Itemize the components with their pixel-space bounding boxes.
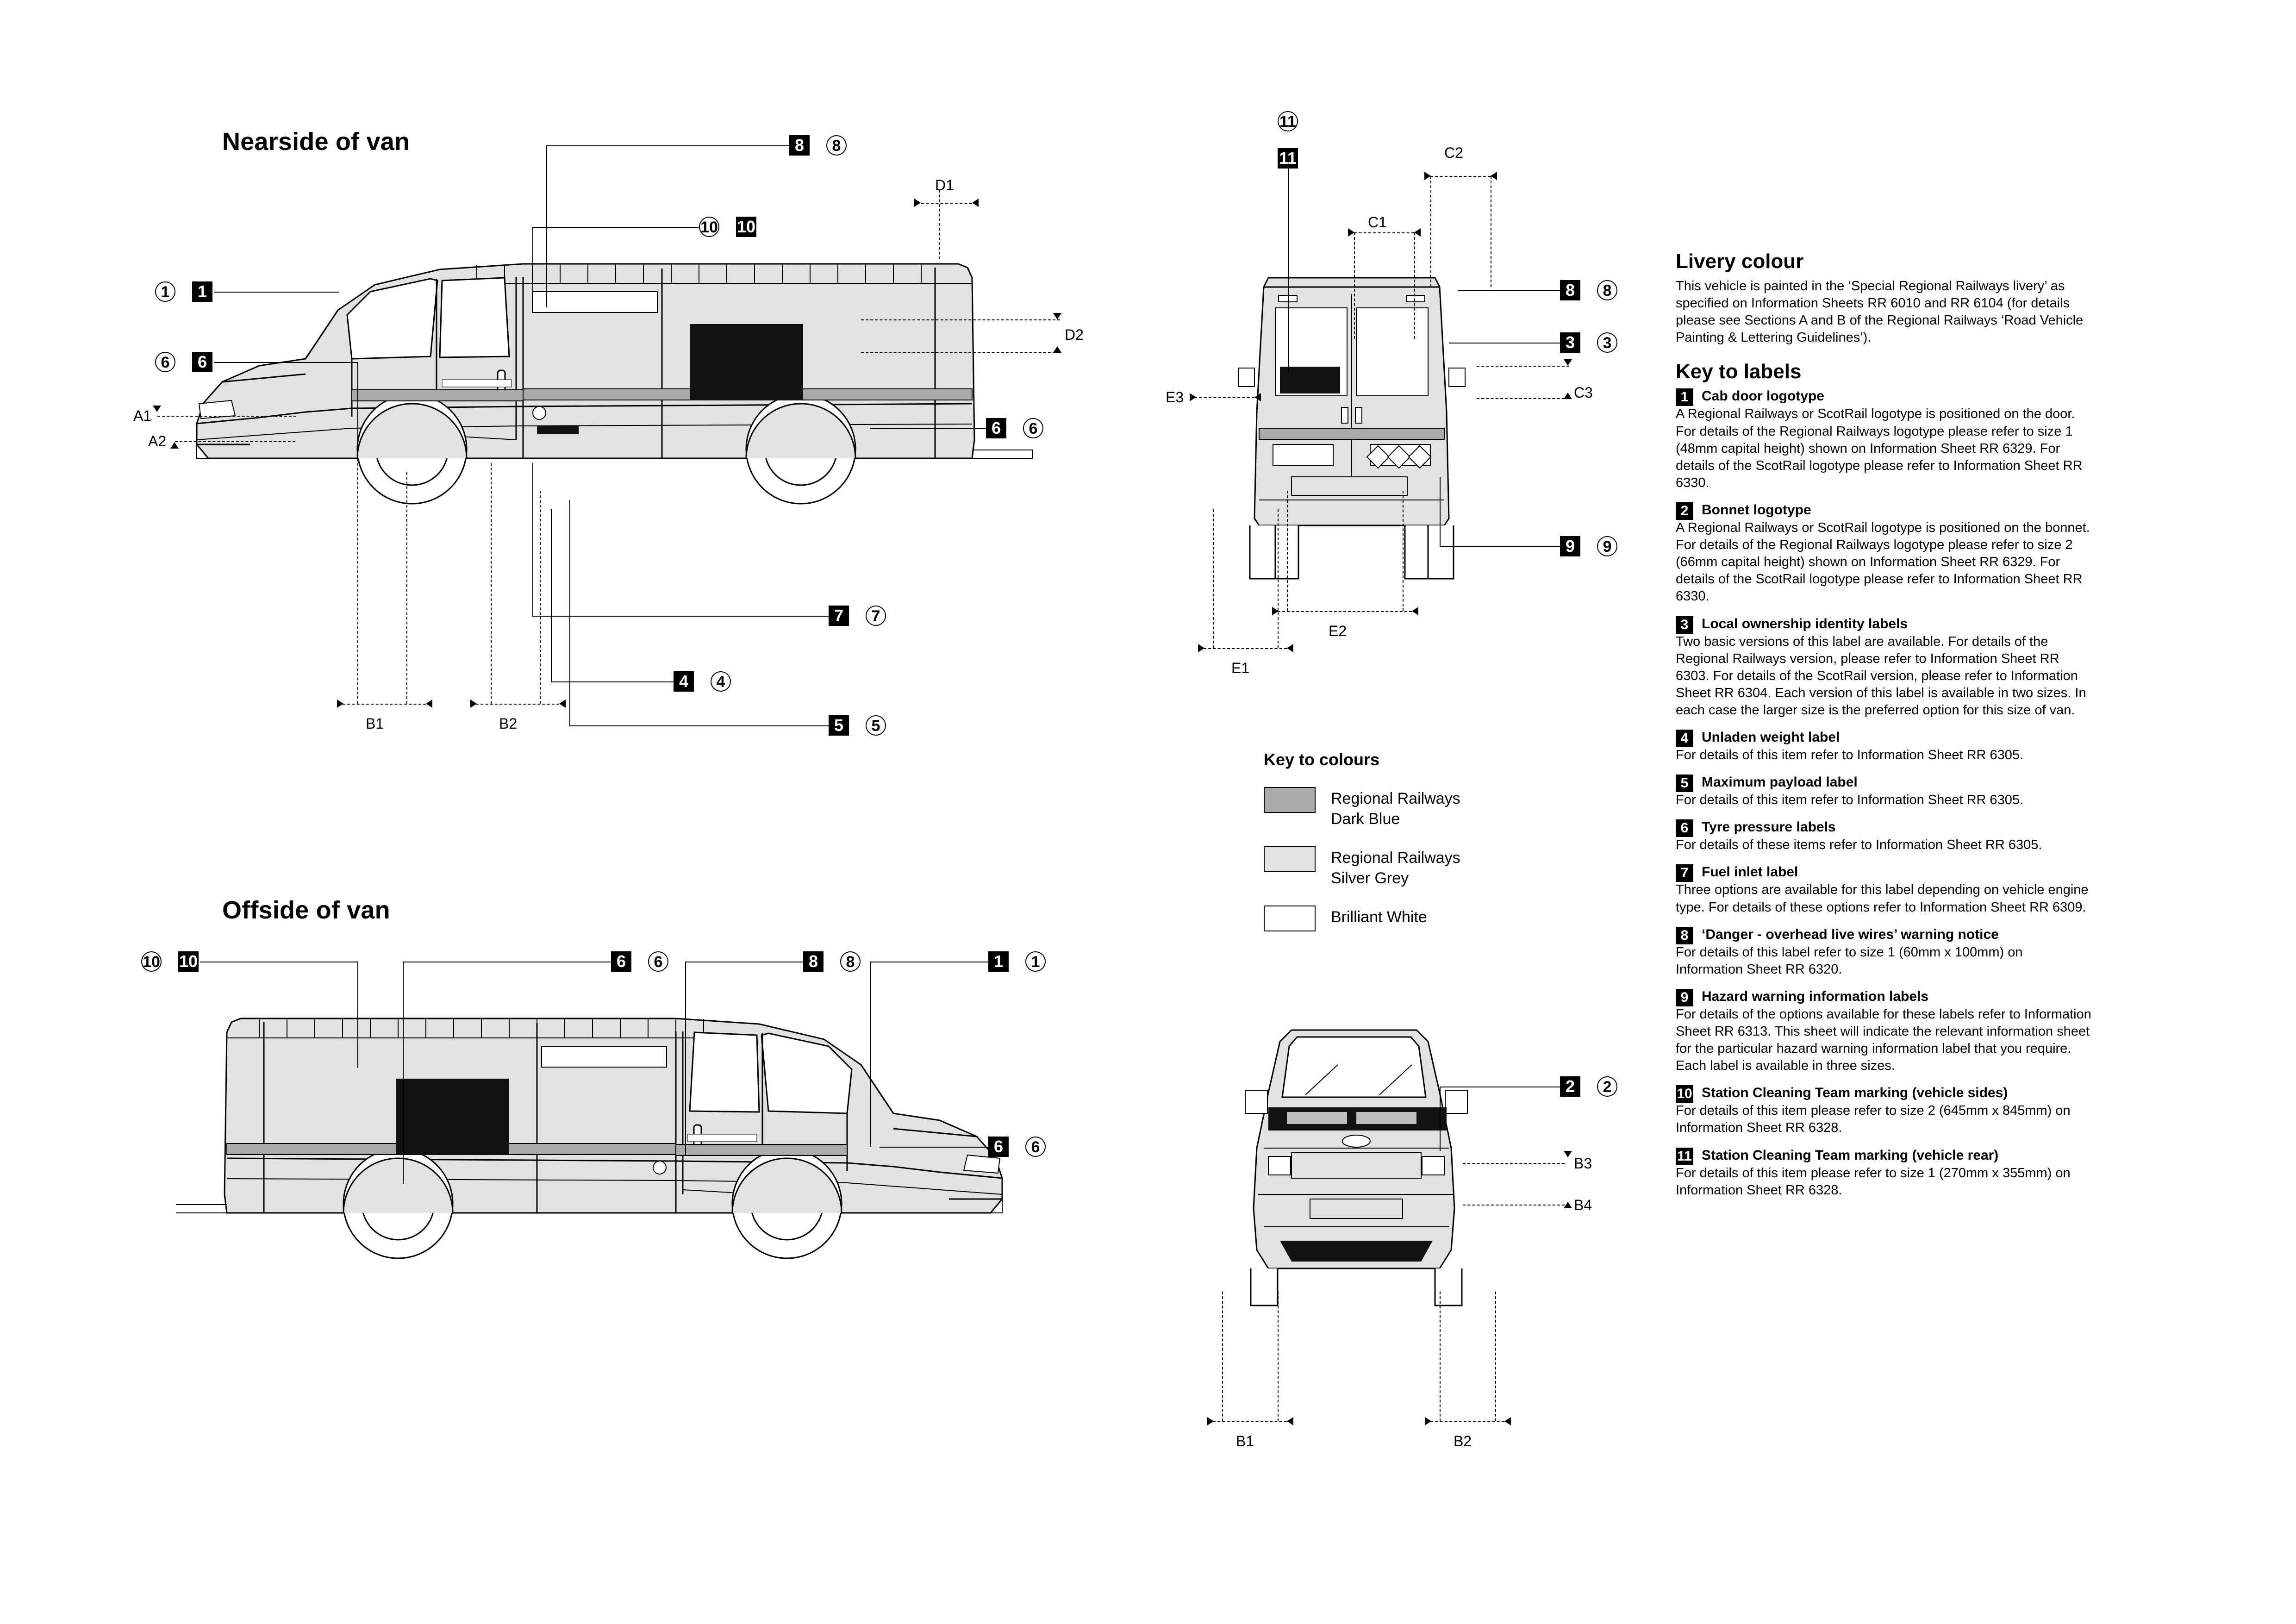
key-item-10-number: 10 (1676, 1085, 1693, 1103)
dim-c2-ext-l (1430, 176, 1431, 287)
callout-2-front-circle: 2 (1597, 1076, 1617, 1097)
rear-view-illustration (1194, 259, 1509, 602)
swatch-brilliant-white (1264, 906, 1316, 931)
dim-b1-right-ext (406, 472, 407, 704)
callout-8-rear-circle: 8 (1597, 280, 1617, 300)
dim-b1-left-ext (357, 444, 358, 704)
callout-5-nearside-square: 5 (829, 715, 849, 736)
key-item-8-number: 8 (1676, 927, 1693, 944)
livery-colour-text: This vehicle is painted in the ‘Special Regional Railways livery’ as specified on Information Sheets RR 6010 and RR 6104 (for details please see Sections A and B of the Regional Railways ‘Road Vehicle Painting & Lettering Guidelines’). (1676, 279, 2084, 345)
leader-7-nearside (532, 616, 829, 617)
callout-8-offside-circle: 8 (840, 951, 861, 972)
callout-6b-offside-circle: 6 (1025, 1137, 1046, 1157)
key-colours-title: Key to colours (1264, 750, 1380, 769)
leader-9-rear (1440, 546, 1560, 547)
swatch-brilliant-white-label-1: Brilliant White (1331, 908, 1427, 926)
key-item-9-title: Hazard warning information labels (1702, 988, 1929, 1004)
key-item-8-title: ‘Danger - overhead live wires’ warning notice (1702, 926, 1999, 942)
dim-b1-label: B1 (366, 715, 384, 732)
dim-b1f-arrow-l (1207, 1417, 1214, 1425)
key-item-11-number: 11 (1676, 1148, 1693, 1165)
key-item-1-title: Cab door logotype (1702, 388, 1824, 404)
dim-b2-arrow-l (470, 700, 477, 708)
leader-8-rear (1458, 290, 1560, 291)
dim-c2-arrow-r (1491, 172, 1497, 180)
dim-e1-ext-r (1278, 509, 1279, 648)
dim-d1-line (939, 190, 940, 259)
dim-c1-line (1354, 232, 1414, 233)
callout-8-rear-square: 8 (1560, 280, 1580, 300)
callout-4-nearside-circle: 4 (711, 671, 731, 692)
dim-e2-arrow-l (1272, 607, 1279, 615)
dim-b2-arrow-r (559, 700, 566, 708)
leader-8-nearside (546, 145, 789, 146)
callout-10-offside-circle: 10 (141, 951, 162, 972)
key-item-8-body: For details of this label refer to size 1 (60mm x 100mm) on Information Sheet RR 6320. (1676, 944, 2023, 977)
key-item-4 (1676, 729, 2092, 764)
callout-8-nearside-circle: 8 (826, 135, 847, 156)
callout-1-nearside-circle: 1 (155, 281, 175, 302)
callout-6-offside-square: 6 (611, 951, 631, 972)
key-item-9-heading (1676, 988, 2092, 1005)
leader-8-nearside-v (546, 145, 547, 307)
dim-b3-label: B3 (1574, 1155, 1592, 1172)
dim-b3-line (1463, 1163, 1565, 1164)
callout-2-front-square: 2 (1560, 1076, 1580, 1097)
key-item-2 (1676, 502, 2092, 606)
key-item-2-number: 2 (1676, 502, 1693, 520)
dim-e2-label: E2 (1329, 623, 1347, 639)
swatch-silver-grey-label-1: Regional Railways (1331, 849, 1460, 867)
dim-b1-arrow-r (426, 700, 432, 708)
key-text-column (1676, 250, 2092, 1209)
callout-1-offside-square: 1 (988, 951, 1009, 972)
key-item-5-heading (1676, 774, 2092, 791)
leader-10-offside-v (357, 962, 358, 1068)
callout-6-nearside-circle: 6 (155, 352, 175, 372)
dim-b2-right-ext (540, 491, 541, 704)
callout-6b-offside-square: 6 (988, 1137, 1009, 1157)
key-item-2-heading (1676, 502, 2092, 518)
dim-c1-ext-l (1354, 232, 1355, 339)
key-item-6-heading (1676, 819, 2092, 836)
callout-7-nearside-square: 7 (829, 606, 849, 626)
key-item-7-number: 7 (1676, 864, 1693, 882)
dim-b2f-arrow-l (1425, 1417, 1431, 1425)
dim-c3-arrow-u (1564, 359, 1572, 366)
dim-e1-line (1204, 648, 1287, 649)
dim-e1-label: E1 (1231, 660, 1250, 676)
callout-10-offside-square: 10 (179, 952, 198, 971)
callout-8-nearside-square: 8 (789, 135, 810, 156)
dim-a2-arrow (170, 442, 179, 449)
nearside-title: Nearside of van (222, 128, 410, 156)
dim-b4-label: B4 (1574, 1197, 1592, 1213)
dim-a1-arrow (153, 406, 161, 412)
dim-b1f-line (1213, 1421, 1287, 1422)
key-item-6-number: 6 (1676, 819, 1693, 837)
key-item-9-number: 9 (1676, 989, 1693, 1006)
dim-e3-arrow-l (1190, 393, 1196, 401)
dim-d2-arrow-u (1053, 313, 1061, 319)
dim-c1-label: C1 (1368, 214, 1387, 231)
callout-11-rear-square: 11 (1278, 148, 1298, 169)
dim-c3-line-top (1477, 366, 1569, 367)
dim-a2-label: A2 (148, 433, 167, 450)
dim-b2f-label: B2 (1454, 1433, 1472, 1449)
key-item-6-title: Tyre pressure labels (1702, 819, 1836, 835)
leader-6b-nearside (870, 428, 986, 429)
dim-d1-line-h (921, 203, 972, 204)
key-item-7-heading (1676, 864, 2092, 881)
dim-b1f-ext-r (1278, 1292, 1279, 1421)
callout-4-nearside-square: 4 (674, 671, 694, 692)
key-item-6 (1676, 819, 2092, 854)
leader-1-offside-v (870, 962, 871, 1147)
callout-6-nearside-square: 6 (192, 352, 212, 372)
dim-b4-arrow (1564, 1202, 1572, 1208)
dim-a1-label: A1 (133, 407, 152, 424)
key-item-8 (1676, 926, 2092, 978)
dim-c3-arrow-d (1564, 393, 1572, 399)
key-item-7-title: Fuel inlet label (1702, 864, 1798, 880)
dim-a1-line (157, 416, 296, 417)
key-item-11-heading (1676, 1147, 2092, 1164)
callout-7-nearside-circle: 7 (866, 606, 886, 626)
key-item-7 (1676, 864, 2092, 916)
offside-van-illustration (176, 995, 1092, 1338)
key-item-5 (1676, 774, 2092, 809)
dim-b1-line (343, 704, 426, 705)
offside-title: Offside of van (222, 896, 390, 924)
key-item-4-body: For details of this item refer to Information Sheet RR 6305. (1676, 748, 2024, 763)
livery-colour-title: Livery colour (1676, 250, 1804, 273)
key-item-3-body: Two basic versions of this label are available. For details of the Regional Railways version, please refer to Information Sheet RR 6303. For details of the ScotRail version, please refer to Information Sheet RR 6304. Each version of this label is available in two sizes. In each case the larger size is the preferred option for this size of van. (1676, 634, 2086, 718)
key-item-2-body: A Regional Railways or ScotRail logotype is positioned on the bonnet. For details of the Regional Railways logotype please refer to size 2 (66mm capital height) shown on Information Sheet RR 6329. For details of the ScotRail logotype please refer to Information Sheet RR 6330. (1676, 520, 2090, 604)
swatch-silver-grey (1264, 846, 1316, 872)
key-item-5-title: Maximum payload label (1702, 775, 1858, 790)
key-item-8-heading (1676, 926, 2092, 943)
dim-e3-label: E3 (1166, 389, 1184, 406)
leader-5-nearside-v (569, 500, 570, 725)
leader-8-offside-v (685, 962, 686, 1156)
dim-e1-arrow-r (1287, 644, 1293, 652)
dim-b3-arrow (1564, 1151, 1572, 1157)
dim-b2-label: B2 (499, 715, 518, 732)
dim-b1f-arrow-r (1287, 1417, 1293, 1425)
key-item-11-title: Station Cleaning Team marking (vehicle rear) (1702, 1147, 1999, 1163)
leader-3-rear (1449, 343, 1560, 344)
key-item-5-number: 5 (1676, 775, 1693, 792)
key-item-10-title: Station Cleaning Team marking (vehicle sides) (1702, 1085, 2008, 1101)
dim-d1-arrow-r (972, 199, 979, 207)
dim-e2-ext-r (1403, 491, 1404, 611)
swatch-dark-blue-label-2: Dark Blue (1331, 810, 1400, 828)
key-item-7-body: Three options are available for this label depending on vehicle engine type. For details of these options refer to Information Sheet RR 6309. (1676, 882, 2089, 915)
key-labels-title: Key to labels (1676, 360, 1802, 383)
dim-b2-left-ext (491, 463, 492, 704)
key-item-4-heading (1676, 729, 2092, 746)
key-item-4-number: 4 (1676, 730, 1693, 747)
key-item-11 (1676, 1147, 2092, 1199)
leader-2-front-v (1440, 1087, 1441, 1151)
key-item-3 (1676, 616, 2092, 719)
callout-3-rear-square: 3 (1560, 332, 1580, 353)
leader-4-nearside-v (551, 509, 552, 681)
key-item-9 (1676, 988, 2092, 1074)
dim-b2f-line (1430, 1421, 1504, 1422)
leader-1-nearside (214, 292, 339, 293)
dim-d2-line-bot (861, 352, 1060, 353)
key-item-10-body: For details of this item please refer to size 2 (645mm x 845mm) on Information Sheet RR 6328. (1676, 1103, 2071, 1136)
leader-6-nearside (214, 362, 357, 363)
callout-6b-nearside-square: 6 (986, 418, 1006, 438)
leader-5-nearside (569, 725, 829, 726)
dim-e2-ext-l (1287, 491, 1288, 611)
dim-c2-line (1430, 176, 1491, 177)
dim-b2f-ext-r (1495, 1292, 1496, 1421)
key-item-1 (1676, 388, 2092, 492)
key-item-2-title: Bonnet logotype (1702, 502, 1811, 518)
front-view-illustration (1199, 1009, 1514, 1333)
dim-e3-arrow-r (1254, 393, 1261, 401)
dim-c1-arrow-l (1348, 228, 1354, 237)
callout-1-nearside-square: 1 (192, 281, 212, 302)
key-item-4-title: Unladen weight label (1702, 730, 1840, 745)
key-item-3-title: Local ownership identity labels (1702, 616, 1908, 631)
key-item-3-heading (1676, 616, 2092, 632)
callout-10-nearside-square: 10 (736, 217, 756, 236)
key-item-1-number: 1 (1676, 388, 1693, 406)
dim-e2-line (1278, 611, 1412, 612)
dim-c2-arrow-l (1424, 172, 1431, 180)
key-item-5-body: For details of this item refer to Information Sheet RR 6305. (1676, 793, 2024, 808)
key-item-10 (1676, 1085, 2092, 1137)
dim-b2f-ext-l (1440, 1292, 1441, 1421)
key-item-1-heading (1676, 388, 2092, 405)
dim-b4-line (1463, 1205, 1565, 1206)
dim-d1-arrow-l (914, 199, 921, 207)
key-item-6-body: For details of these items refer to Information Sheet RR 6305. (1676, 837, 2042, 853)
key-item-11-body: For details of this item please refer to size 1 (270mm x 355mm) on Information Sheet RR 6328. (1676, 1165, 2071, 1198)
swatch-dark-blue-label-1: Regional Railways (1331, 790, 1460, 807)
dim-b1f-ext-l (1222, 1292, 1223, 1421)
leader-9-rear-v (1440, 477, 1441, 546)
dim-a2-line (175, 441, 295, 442)
key-item-3-number: 3 (1676, 616, 1693, 634)
dim-e3-line (1194, 397, 1254, 398)
leader-6-nearside-v (357, 362, 358, 450)
swatch-dark-blue (1264, 787, 1316, 813)
dim-d2-line-top (861, 319, 1060, 320)
dim-b1-arrow-l (337, 700, 343, 708)
dim-c3-label: C3 (1574, 384, 1593, 401)
swatch-silver-grey-label-2: Silver Grey (1331, 869, 1409, 887)
callout-10-nearside-circle: 10 (699, 217, 719, 237)
callout-3-rear-circle: 3 (1597, 332, 1617, 353)
leader-6-offside-v (403, 962, 404, 1184)
leader-10-nearside (532, 227, 699, 228)
dim-d2-arrow-d (1053, 346, 1061, 353)
dim-c3-line-bot (1477, 398, 1569, 399)
key-item-1-body: A Regional Railways or ScotRail logotype is positioned on the door. For details of the Regional Railways logotype please refer to size 1 (48mm capital height) shown on Information Sheet RR 6329. For details of the ScotRail logotype please refer to Information Sheet RR 6330. (1676, 406, 2083, 490)
callout-5-nearside-circle: 5 (866, 715, 886, 736)
callout-11-rear-circle: 11 (1278, 111, 1298, 131)
dim-d1-label: D1 (935, 177, 954, 194)
leader-6b-offside (880, 1147, 988, 1148)
dim-b2-line (476, 704, 559, 705)
dim-b2f-arrow-r (1504, 1417, 1511, 1425)
dim-b1f-label: B1 (1236, 1433, 1254, 1449)
dim-c1-arrow-r (1414, 228, 1421, 237)
callout-9-rear-circle: 9 (1597, 536, 1617, 556)
leader-11-rear (1288, 169, 1289, 372)
callout-6-offside-circle: 6 (648, 951, 668, 972)
dim-e1-arrow-l (1198, 644, 1204, 652)
key-item-9-body: For details of the options available for these labels refer to Information Sheet RR 6313. This sheet will indicate the relevant information sheet for the particular hazard warning information label that you require. Each label is available in three sizes. (1676, 1006, 2091, 1074)
key-item-10-heading (1676, 1085, 2092, 1101)
dim-e1-ext-l (1213, 509, 1214, 648)
leader-10-nearside-v (532, 227, 533, 310)
dim-c2-label: C2 (1444, 144, 1463, 161)
leader-7-nearside-v (532, 463, 533, 616)
dim-e2-arrow-r (1412, 607, 1418, 615)
callout-6b-nearside-circle: 6 (1023, 418, 1043, 438)
dim-d2-label: D2 (1065, 326, 1084, 343)
callout-8-offside-square: 8 (803, 951, 824, 972)
dim-c1-ext-r (1414, 232, 1415, 339)
callout-9-rear-square: 9 (1560, 536, 1580, 556)
callout-1-offside-circle: 1 (1025, 951, 1046, 972)
